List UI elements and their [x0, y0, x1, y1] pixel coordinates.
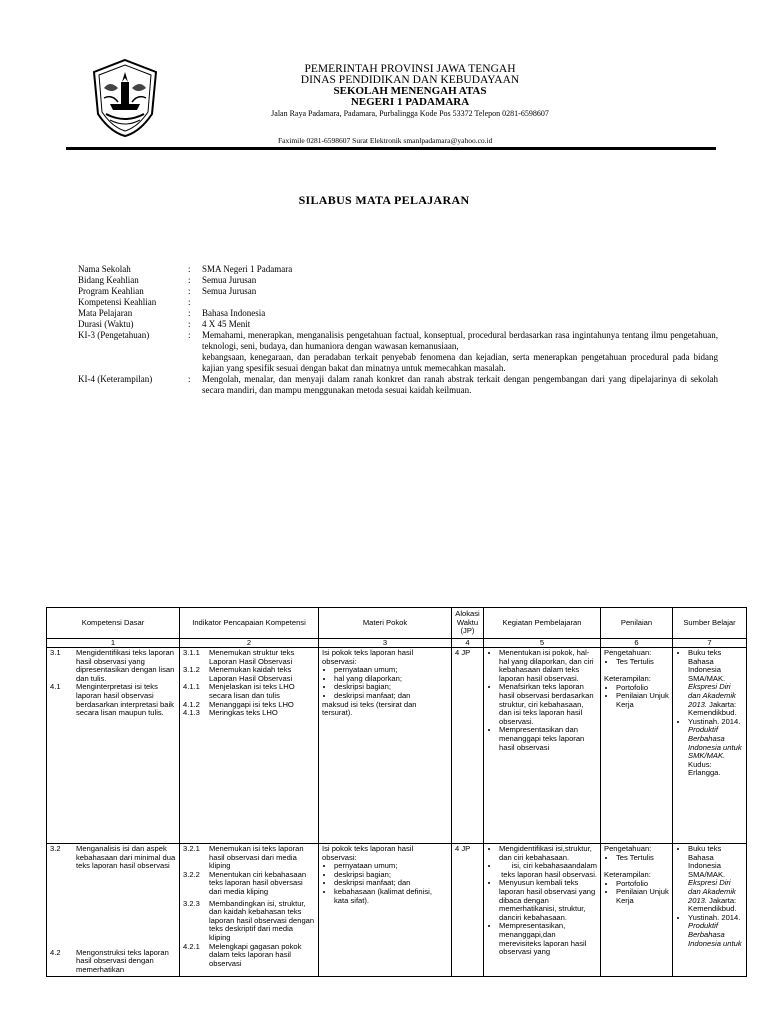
- ki3-label: KI-3 (Pengetahuan): [78, 330, 150, 340]
- identity-colon: :: [188, 264, 191, 274]
- materi-item: • deskripsi bagian;: [334, 683, 448, 692]
- identity-label: Bidang Keahlian: [78, 275, 139, 285]
- header-alokasi-waktu: Alokasi Waktu (JP): [452, 608, 484, 639]
- kegiatan-item: • Menafsirkan teks laporan hasil observasi berdasarkan struktur, ciri kebahasaan, dan isi teks laporan hasil observasi.: [499, 683, 597, 726]
- kd-text: Mengonstruksi teks laporan hasil observasi dengan memerhatikan: [76, 947, 169, 974]
- identity-value: SMA Negeri 1 Padamara: [202, 264, 293, 274]
- indikator-number: 3.1.2: [183, 665, 200, 675]
- letterhead-address: Jalan Raya Padamara, Padamara, Purbalingga Kode Pos 53372 Telepon 0281-6598607: [271, 109, 549, 118]
- identity-colon: :: [188, 330, 191, 340]
- penilaian-item: • Penilaian Unjuk Kerja: [616, 888, 669, 905]
- identity-value: [202, 297, 718, 308]
- penilaian-cell: [601, 844, 673, 977]
- indikator-item: [183, 683, 315, 700]
- materi-intro: Isi pokok teks laporan hasil observasi:: [322, 844, 414, 862]
- letterhead-divider: [66, 147, 716, 150]
- indikator-number: 3.2.2: [183, 869, 200, 879]
- letterhead-province: PEMERINTAH PROVINSI JAWA TENGAH: [304, 63, 516, 75]
- materi-item: • kebahasaan (kalimat definisi, kata sifat).: [334, 888, 448, 905]
- column-number: 4: [452, 639, 484, 648]
- indikator-text: Menanggapi isi teks LHO: [209, 699, 294, 709]
- ki3-paragraph: Memahami, menerapkan, menganalisis pengetahuan factual, konseptual, procedural berdasarkan rasa ingintahunya tentang ilmu pengetahuan, teknologi, seni, budaya, dan humaniora dengan wawasan kemanusiaan,: [202, 330, 718, 351]
- kd-cell: [47, 648, 180, 844]
- sumber-item: [688, 649, 743, 718]
- sumber-text: Yustinah. 2014.: [688, 912, 741, 922]
- sumber-title: Produktif Berbahasa Indonesia untuk SMK/MAK.: [688, 725, 742, 761]
- identity-label: Mata Pelajaran: [78, 308, 133, 318]
- identity-label: Nama Sekolah: [78, 264, 131, 274]
- indikator-text: Menentukan ciri kebahasaan teks laporan hasil obversasi dari media kliping: [209, 869, 307, 896]
- materi-list: [322, 666, 448, 700]
- indikator-item: [183, 709, 315, 718]
- table-row: [47, 844, 747, 977]
- sumber-publisher: Jakarta: Kemendikbud.: [688, 895, 737, 914]
- ki3-paragraph: kebangsaan, kenegaraan, dan peradaban terkait penyebab fenomena dan kejadian, serta menerapkan pengetahuan procedural pada bidang kajian yang spesifik sesuai dengan bakat dan minatnya untuk memecahkan masalah.: [202, 352, 718, 373]
- identity-colon: :: [188, 308, 191, 318]
- indikator-text: Menemukan struktur teks Laporan Hasil Observasi: [209, 648, 295, 666]
- waktu-cell: 4 JP: [452, 648, 484, 844]
- header-materi-pokok: Materi Pokok: [319, 608, 452, 639]
- sumber-text: Buku teks Bahasa Indonesia SMA/MAK.: [688, 648, 726, 683]
- identity-label: Durasi (Waktu): [78, 319, 134, 329]
- sumber-title: Ekspresi Diri dan Akademik 2013.: [688, 682, 736, 709]
- kegiatan-cell: [484, 648, 601, 844]
- materi-list: [322, 862, 448, 905]
- sumber-publisher: Jakarta: Kemendikbud.: [688, 699, 737, 718]
- kd-item: [50, 845, 176, 871]
- identity-row: [78, 286, 718, 297]
- indikator-number: 4.1.3: [183, 708, 200, 718]
- sumber-list: [676, 649, 743, 778]
- penilaian-cell: [601, 648, 673, 844]
- column-number: 6: [601, 639, 673, 648]
- identity-colon: :: [188, 297, 191, 307]
- identity-value: Semua Jurusan: [202, 275, 257, 285]
- syllabus-identity: [78, 264, 718, 396]
- indikator-text: Membandingkan isi, struktur, dan kaidah kebahasan teks laporan hasil observasi dengan teks deskriptif dari media kliping: [209, 898, 315, 942]
- materi-cell: [319, 648, 452, 844]
- indikator-item: [183, 845, 315, 871]
- indikator-item: [183, 649, 315, 666]
- header-sumber-belajar: Sumber Belajar: [673, 608, 747, 639]
- indikator-number: 3.1.1: [183, 648, 200, 657]
- waktu-cell: 4 JP: [452, 844, 484, 977]
- ki4-row: [78, 374, 718, 396]
- identity-value: Semua Jurusan: [202, 286, 257, 296]
- kegiatan-item: • Mempresentasikan dan menanggapi teks laporan hasil observasi: [499, 726, 597, 752]
- identity-row: [78, 264, 718, 275]
- column-number: 7: [673, 639, 747, 648]
- spacer: [50, 871, 176, 949]
- identity-colon: :: [188, 319, 191, 329]
- table-header-row: [47, 608, 747, 639]
- ki3-row: [78, 330, 718, 374]
- sumber-item: [688, 914, 743, 948]
- kd-text: Menginterpretasi isi teks laporan hasil observasi berdasarkan interpretasi baik secara lisan maupun tulis.: [76, 682, 174, 718]
- indikator-item: [183, 666, 315, 683]
- indikator-item: [183, 900, 315, 943]
- column-number: 1: [47, 639, 180, 648]
- kd-cell: [47, 844, 180, 977]
- header-indikator: Indikator Pencapaian Kompetensi: [180, 608, 319, 639]
- indikator-number: 4.1.1: [183, 682, 200, 692]
- province-logo: [90, 58, 160, 138]
- ki4-label: KI-4 (Keterampilan): [78, 374, 153, 384]
- materi-item: • deskripsi manfaat; dan: [334, 879, 448, 888]
- indikator-cell: [180, 648, 319, 844]
- header-kompetensi-dasar: Kompetensi Dasar: [47, 608, 180, 639]
- penilaian-pengetahuan-list: [604, 658, 669, 667]
- ki4-text: [202, 374, 718, 396]
- penilaian-item: • Portofolio: [616, 684, 669, 693]
- kd-number: 4.1: [50, 682, 61, 692]
- sumber-title: Produktif Berbahasa Indonesia untuk: [688, 921, 742, 948]
- materi-item: • pernyataan umum;: [334, 862, 448, 871]
- column-number: 5: [484, 639, 601, 648]
- penilaian-keterampilan-label: Keterampilan:: [604, 674, 651, 684]
- identity-colon: :: [188, 286, 191, 296]
- sumber-publisher: Kudus: Erlangga.: [688, 759, 721, 778]
- identity-colon: :: [188, 275, 191, 285]
- kd-text: Menganalisis isi dan aspek kebahasaan dari minimal dua teks laporan hasil observasi: [76, 844, 176, 871]
- materi-item: • deskripsi bagian;: [334, 871, 448, 880]
- kd-number: 4.2: [50, 947, 61, 957]
- letterhead: [240, 63, 580, 145]
- indikator-text: Menemukan kaidah teks Laporan Hasil Observasi: [209, 665, 293, 683]
- indikator-cell: [180, 844, 319, 977]
- materi-item: • pernyataan umum;: [334, 666, 448, 675]
- identity-row: [78, 319, 718, 330]
- sumber-text: Buku teks Bahasa Indonesia SMA/MAK.: [688, 844, 726, 879]
- sumber-title: Ekspresi Diri dan Akademik 2013.: [688, 878, 736, 905]
- letterhead-school-type: SEKOLAH MENENGAH ATAS: [333, 85, 487, 97]
- kegiatan-list: [487, 845, 597, 957]
- identity-colon: :: [188, 374, 191, 384]
- sumber-item: [688, 845, 743, 914]
- kd-number: 3.1: [50, 648, 61, 657]
- penilaian-item: • Tes Tertulis: [616, 854, 669, 863]
- column-number: 3: [319, 639, 452, 648]
- indikator-number: 4.2.1: [183, 941, 200, 951]
- materi-intro: Isi pokok teks laporan hasil observasi:: [322, 648, 414, 666]
- kegiatan-item: • Mempresentasikan, menanggapi,dan merevisiteks laporan hasil observasi yang: [499, 922, 597, 956]
- indikator-item: [183, 871, 315, 897]
- materi-item: • deskripsi manfaat; dan: [334, 692, 448, 701]
- identity-row: [78, 297, 718, 308]
- penilaian-item: • Portofolio: [616, 880, 669, 889]
- ki4-paragraph: Mengolah, menalar, dan menyaji dalam ranah konkret dan ranah abstrak terkait dengan pengembangan dari yang dipelajarinya di sekolah secara mandiri, dan mampu menggunakan metoda sesuai kaidah keilmuan.: [202, 374, 718, 395]
- penilaian-keterampilan-list: [604, 880, 669, 906]
- identity-value: 4 X 45 Menit: [202, 319, 251, 329]
- identity-row: [78, 308, 718, 319]
- penilaian-keterampilan-list: [604, 684, 669, 710]
- penilaian-item: • Penilaian Unjuk Kerja: [616, 692, 669, 709]
- indikator-number: 4.1.2: [183, 699, 200, 709]
- sumber-cell: [673, 844, 747, 977]
- identity-value: Bahasa Indonesia: [202, 308, 266, 318]
- materi-tail: maksud isi teks (tersirat dan tersurat).: [322, 699, 417, 718]
- kegiatan-item: • Menyusun kembali teks laporan hasil observasi yang dibaca dengan memerhatikanisi, struktur, danciri kebahasaan.: [499, 879, 597, 922]
- letterhead-school-name: NEGERI 1 PADAMARA: [350, 96, 470, 108]
- materi-item: • hal yang dilaporkan;: [334, 675, 448, 684]
- kd-text: Mengidentifikasi teks laporan hasil observasi yang dipresentasikan dengan lisan dan tulis.: [76, 648, 175, 683]
- document-title: SILABUS MATA PELAJARAN: [298, 193, 470, 207]
- penilaian-keterampilan-label: Keterampilan:: [604, 870, 651, 880]
- sumber-list: [676, 845, 743, 948]
- identity-label: Program Keahlian: [78, 286, 144, 296]
- indikator-number: 3.2.3: [183, 898, 200, 908]
- letterhead-dinas: DINAS PENDIDIKAN DAN KEBUDAYAAN: [300, 74, 520, 86]
- indikator-number: 3.2.1: [183, 844, 200, 853]
- letterhead-fax: Faximile 0281-6598607 Surat Elektronik smanlpadamara@yahoo.co.id: [278, 136, 493, 145]
- penilaian-pengetahuan-label: Pengetahuan:: [604, 844, 652, 853]
- indikator-text: Melengkapi gagasan pokok dalam teks laporan hasil observasi: [209, 941, 302, 968]
- sumber-cell: [673, 648, 747, 844]
- penilaian-pengetahuan-label: Pengetahuan:: [604, 648, 652, 657]
- header-kegiatan: Kegiatan Pembelajaran: [484, 608, 601, 639]
- sumber-item: [688, 718, 743, 778]
- kegiatan-item: • Menentukan isi pokok, hal-hal yang dilaporkan, dan ciri kebahasaan dalam teks laporan hasil observasi.: [499, 649, 597, 683]
- table-row: [47, 648, 747, 844]
- sumber-text: Yustinah. 2014.: [688, 716, 741, 726]
- kd-item: [50, 649, 176, 683]
- indikator-text: Menemukan isi teks laporan hasil observasi dari media kliping: [209, 844, 304, 871]
- kegiatan-item: • isi, ciri kebahasaandalam teks laporan hasil observasi.: [499, 862, 597, 879]
- kd-item: [50, 683, 176, 717]
- indikator-text: Meringkas teks LHO: [209, 708, 278, 718]
- kegiatan-list: [487, 649, 597, 752]
- indikator-text: Menjelaskan isi teks LHO secara lisan dan tulis: [209, 682, 295, 700]
- kd-number: 3.2: [50, 844, 61, 853]
- penilaian-item: • Tes Tertulis: [616, 658, 669, 667]
- indikator-item: [183, 943, 315, 969]
- identity-label: Kompetensi Keahlian: [78, 297, 157, 307]
- penilaian-pengetahuan-list: [604, 854, 669, 863]
- column-number-row: [47, 639, 747, 648]
- identity-row: [78, 275, 718, 286]
- ki3-text: [202, 330, 718, 374]
- kd-item: [50, 949, 176, 975]
- column-number: 2: [180, 639, 319, 648]
- kegiatan-cell: [484, 844, 601, 977]
- header-penilaian: Penilaian: [601, 608, 673, 639]
- kegiatan-item: • Mengidentifikasi isi,struktur, dan ciri kebahasaan.: [499, 845, 597, 862]
- materi-cell: [319, 844, 452, 977]
- syllabus-table: [46, 607, 747, 977]
